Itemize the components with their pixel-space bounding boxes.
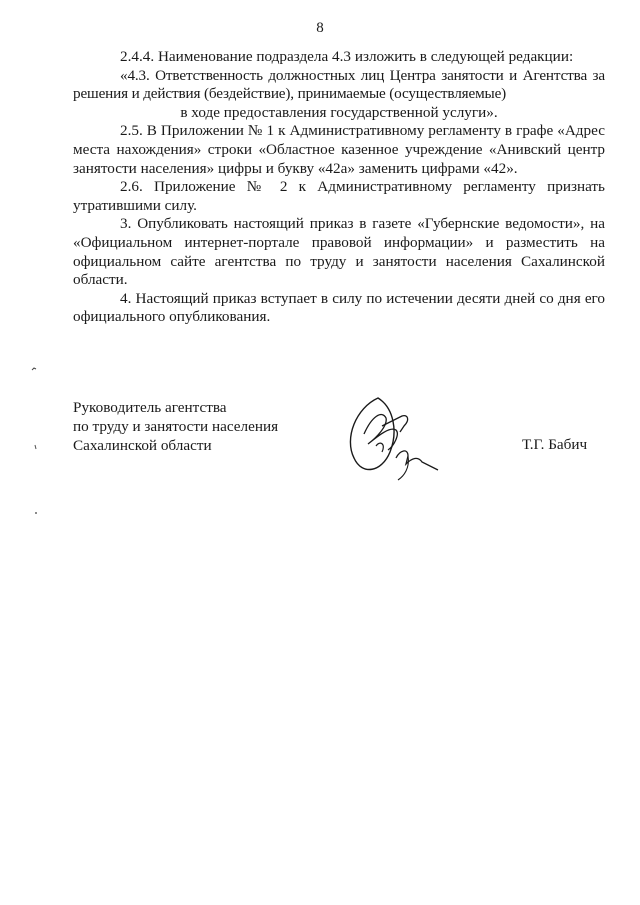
signatory-title-line: Руководитель агентства (73, 399, 227, 416)
handwritten-signature (338, 386, 448, 486)
signatory-title-line: Сахалинской области (73, 437, 212, 454)
paragraph-4-3-quote-end: в ходе предоставления государственной услуги». (180, 103, 498, 121)
paragraph-2-6: 2.6. Приложение № 2 к Административному регламенту признать утратившими силу. (73, 178, 605, 214)
signer-name: Т.Г. Бабич (522, 436, 588, 453)
scan-speck (33, 444, 39, 450)
paragraph-3: 3. Опубликовать настоящий приказ в газете «Губернские ведомости», на «Официальном интернет-портале правовой информации» и разместить на официальном сайте агентства по труду и занятости населения Сахалинской области. (73, 215, 605, 289)
signatory-title-line: по труду и занятости населения (73, 418, 279, 435)
page-number: 8 (316, 20, 324, 36)
scan-speck (33, 510, 39, 516)
paragraph-4-3-quote: «4.3. Ответственность должностных лиц Центра занятости и Агентства за решения и действия (бездействие), принимаемые (осуществляемые) (73, 66, 605, 103)
document-body (73, 48, 605, 327)
scan-speck (31, 366, 37, 372)
paragraph-2-4-4: 2.4.4. Наименование подраздела 4.3 изложить в следующей редакции: (120, 48, 574, 65)
paragraph-4: 4. Настоящий приказ вступает в силу по истечении десяти дней со дня его официального опубликования. (73, 289, 605, 326)
signatory-title (73, 398, 278, 455)
paragraph-2-5: 2.5. В Приложении № 1 к Административному регламенту в графе «Адрес места нахождения» строки «Областное казенное учреждение «Анивский центр занятости населения» цифры и букву «42а» заменить цифрами «42». (73, 122, 605, 177)
